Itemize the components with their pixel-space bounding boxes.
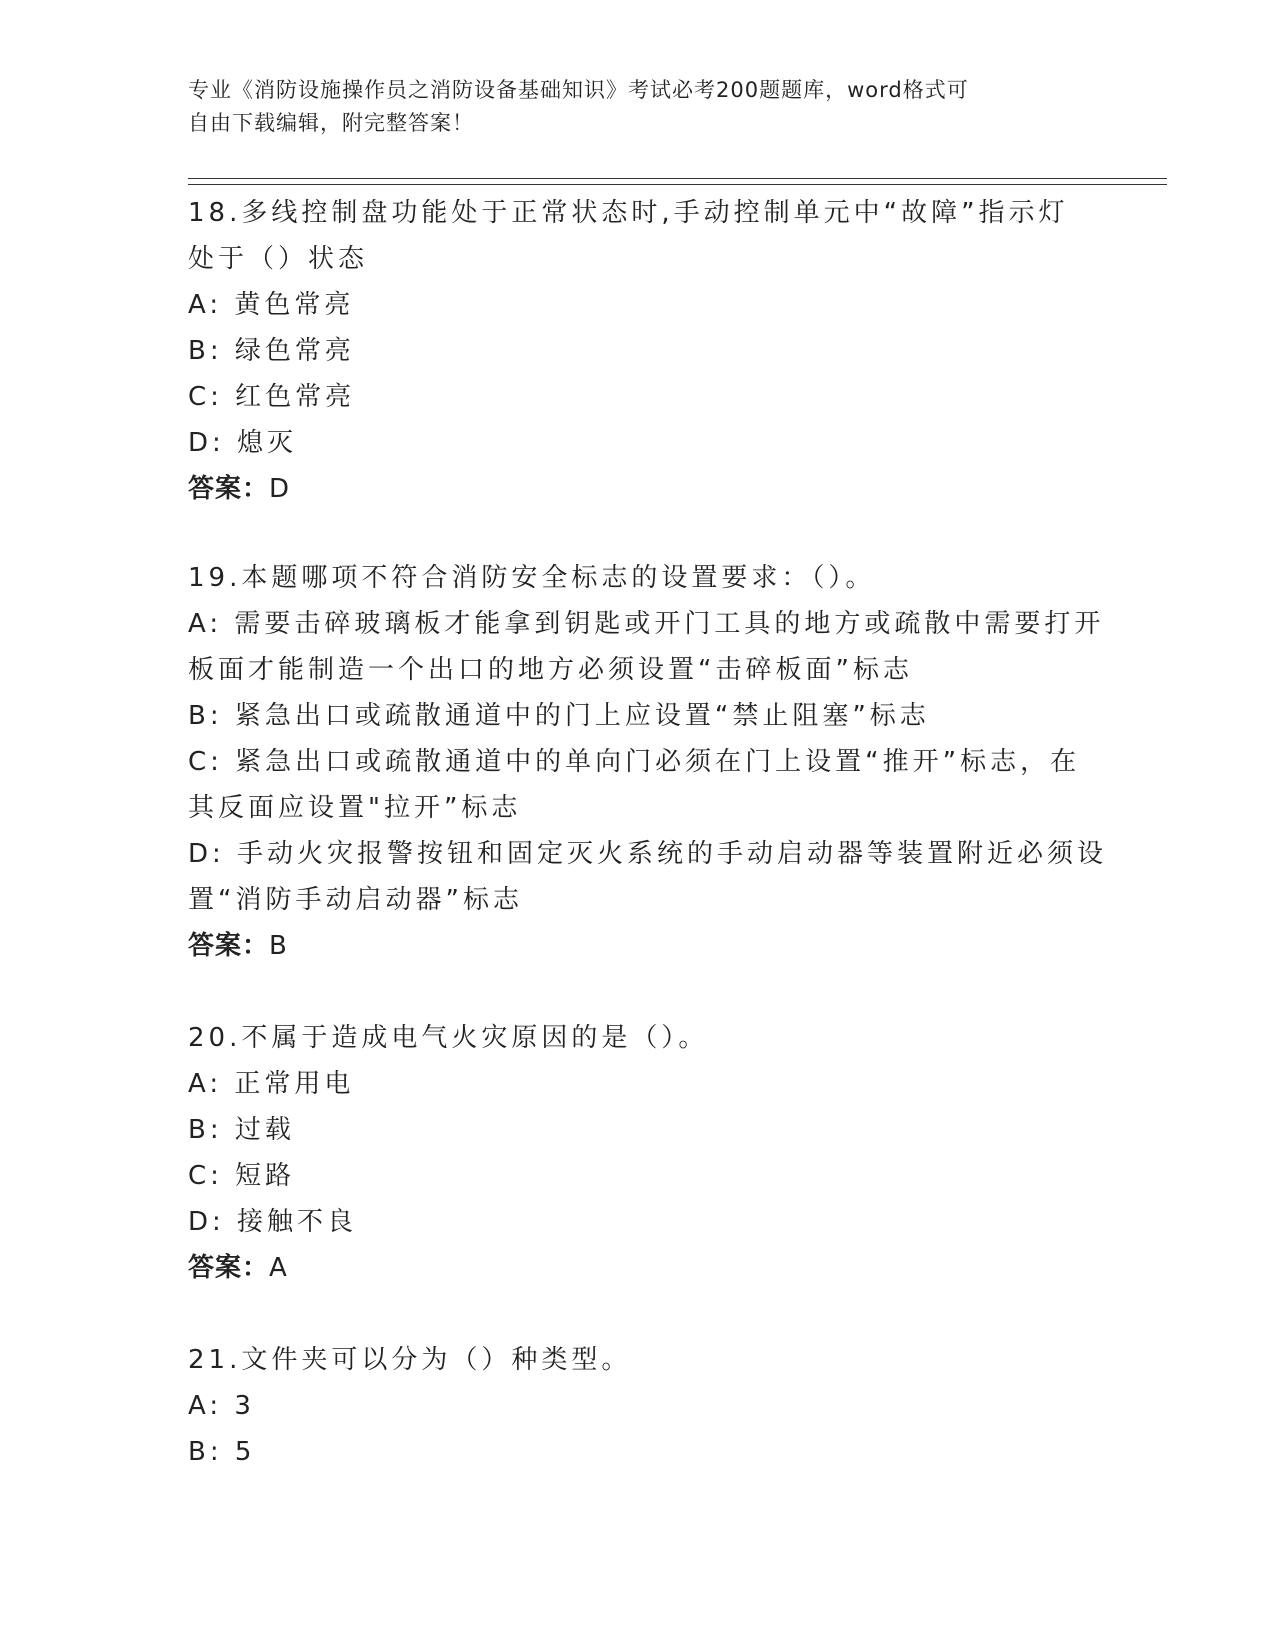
- option-b: B: 绿色常亮: [188, 336, 355, 366]
- option-c: C: 红色常亮: [188, 382, 356, 412]
- answer-value: B: [269, 931, 288, 961]
- option-a: A: 正常用电: [188, 1069, 355, 1099]
- option-a-cont: 板面才能制造一个出口的地方必须设置“击碎板面”标志: [188, 655, 913, 685]
- option-d-cont: 置“消防手动启动器”标志: [188, 885, 523, 915]
- question-stem: 20.不属于造成电气火灾原因的是（）。: [188, 1023, 709, 1053]
- option-c: C: 短路: [188, 1161, 296, 1191]
- question-stem: 19.本题哪项不符合消防安全标志的设置要求：（）。: [188, 563, 876, 593]
- question-20: [188, 1015, 1088, 1291]
- answer-label: 答案：: [188, 931, 270, 961]
- header-line-2: 自由下载编辑，附完整答案！: [188, 111, 474, 135]
- question-21: [188, 1337, 1088, 1475]
- question-19: [188, 555, 1108, 969]
- answer-value: D: [269, 474, 291, 504]
- document-header: [188, 74, 1088, 140]
- answer: [188, 1245, 1088, 1291]
- option-a: A: 黄色常亮: [188, 290, 355, 320]
- header-divider-top: [188, 178, 1167, 179]
- option-b: B: 过载: [188, 1115, 295, 1145]
- question-stem-cont: 处于（）状态: [188, 244, 369, 274]
- header-divider-bottom: [188, 184, 1167, 185]
- option-b: B: 5: [188, 1437, 256, 1467]
- option-a: A: 3: [188, 1391, 255, 1421]
- question-stem: 18.多线控制盘功能处于正常状态时,手动控制单元中“故障”指示灯: [188, 198, 1069, 228]
- answer: [188, 923, 1088, 969]
- option-c: C: 紧急出口或疏散通道中的单向门必须在门上设置“推开”标志，在: [188, 747, 1081, 777]
- answer: [188, 466, 1088, 512]
- option-b: B: 紧急出口或疏散通道中的门上应设置“禁止阻塞”标志: [188, 701, 930, 731]
- option-c-cont: 其反面应设置"拉开”标志: [188, 793, 522, 823]
- option-d: D: 接触不良: [188, 1207, 358, 1237]
- question-18: [188, 190, 1088, 512]
- option-a: A: 需要击碎玻璃板才能拿到钥匙或开门工具的地方或疏散中需要打开: [188, 609, 1105, 639]
- question-stem: 21.文件夹可以分为（）种类型。: [188, 1345, 632, 1375]
- answer-value: A: [269, 1253, 288, 1283]
- option-d: D: 熄灭: [188, 428, 298, 458]
- answer-label: 答案：: [188, 474, 270, 504]
- option-d: D: 手动火灾报警按钮和固定灭火系统的手动启动器等装置附近必须设: [188, 839, 1108, 869]
- answer-label: 答案：: [188, 1253, 270, 1283]
- header-line-1: 专业《消防设施操作员之消防设备基础知识》考试必考200题题库，word格式可: [188, 78, 969, 102]
